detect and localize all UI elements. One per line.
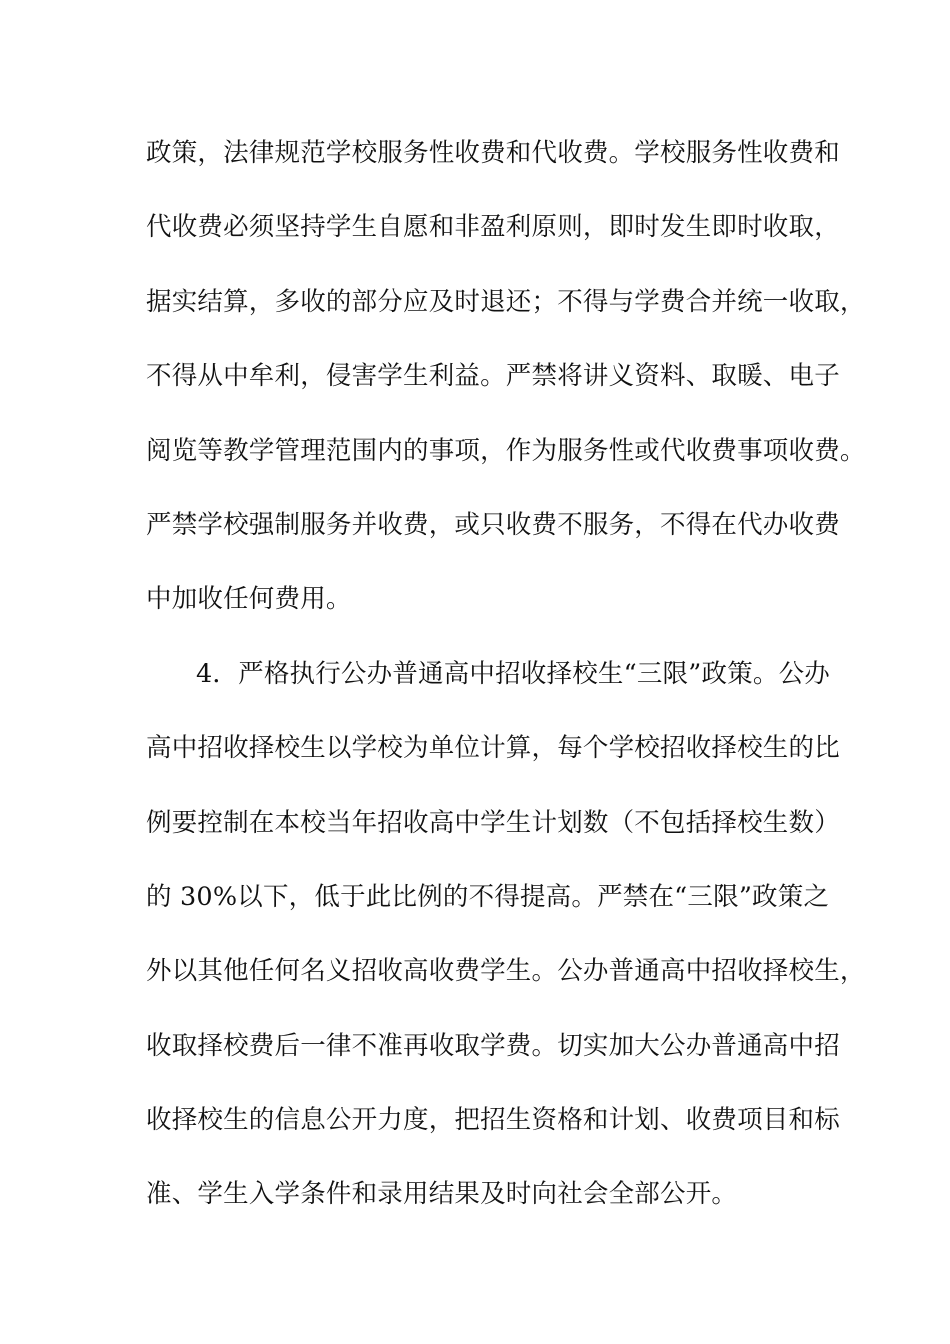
paragraph-line: 代收费必须坚持学生自愿和非盈利原则，即时发生即时收取， [146,212,840,243]
paragraph-line: 高中招收择校生以学校为单位计算，每个学校招收择校生的比 [146,733,840,764]
paragraph-line: 政策，法律规范学校服务性收费和代收费。学校服务性收费和 [146,138,840,168]
paragraph-line: 收择校生的信息公开力度，把招生资格和计划、收费项目和标 [146,1105,840,1136]
paragraph-line: 收取择校费后一律不准再收取学费。切实加大公办普通高中招 [146,1030,840,1061]
document-body [146,131,866,1247]
paragraph-line: 4．严格执行公办普通高中招收择校生“三限”政策。公办 [196,658,830,689]
paragraph-line: 严禁学校强制服务并收费，或只收费不服务，不得在代办收费 [146,509,840,540]
paragraph-line: 例要控制在本校当年招收高中学生计划数（不包括择校生数） [146,807,840,838]
paragraph-line: 中加收任何费用。 [146,584,352,615]
paragraph-line: 的 30%以下，低于此比例的不得提高。严禁在“三限”政策之 [146,881,830,912]
paragraph-line: 外以其他任何名义招收高收费学生。公办普通高中招收择校生， [146,956,866,987]
paragraph-line: 据实结算，多收的部分应及时退还；不得与学费合并统一收取， [146,286,866,317]
paragraph-line: 不得从中牟利，侵害学生利益。严禁将讲义资料、取暖、电子 [146,361,840,392]
paragraph-line: 准、学生入学条件和录用结果及时向社会全部公开。 [146,1179,738,1210]
paragraph-line: 阅览等教学管理范围内的事项，作为服务性或代收费事项收费。 [146,435,866,466]
